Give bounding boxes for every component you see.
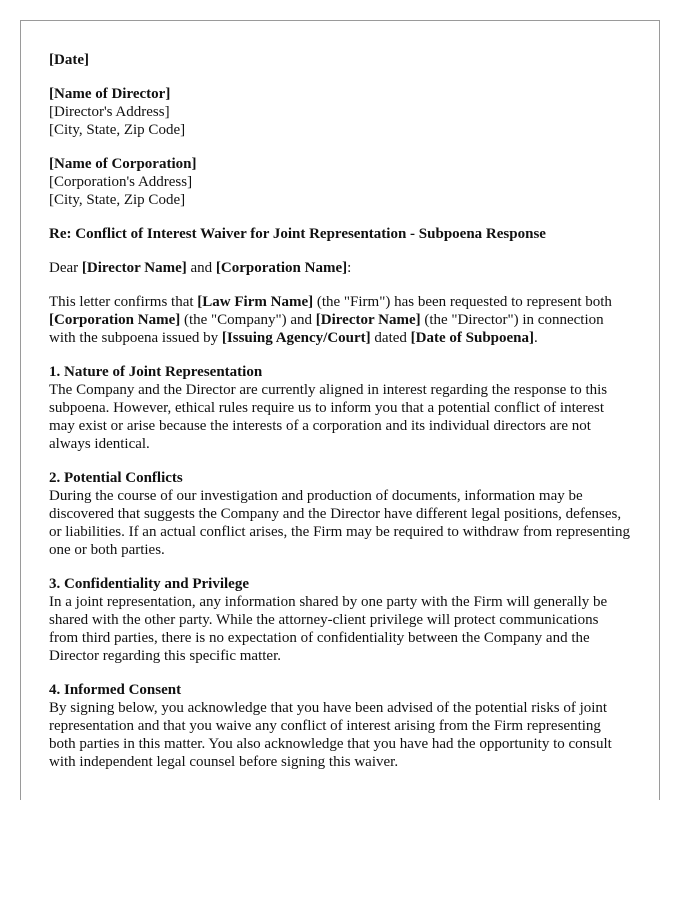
intro-agency: [Issuing Agency/Court]	[221, 330, 371, 346]
intro-text: dated	[370, 330, 411, 346]
section-body: The Company and the Director are currently aligned in interest regarding the response to this subpoena. However, ethical rules require us to inform you that a potential conflict of interest may exist or arise because the interests of a corporation and its individual directors are not always identical.	[49, 382, 608, 452]
corporation-name: [Name of Corporation]	[49, 156, 197, 172]
salutation-director: [Director Name]	[81, 260, 187, 276]
section-conflicts	[49, 469, 631, 559]
subject-line: Re: Conflict of Interest Waiver for Joint Representation - Subpoena Response	[49, 226, 546, 242]
letter-date: [Date]	[49, 52, 89, 68]
corporation-address: [Corporation's Address]	[49, 174, 193, 190]
intro-text: This letter confirms that	[49, 294, 198, 310]
section-title: 2. Potential Conflicts	[49, 470, 183, 486]
section-nature	[49, 363, 631, 453]
intro-text: .	[534, 330, 538, 346]
corporation-address-block	[49, 155, 631, 209]
intro-corporation: [Corporation Name]	[49, 312, 181, 328]
salutation-and: and	[186, 260, 216, 276]
intro-text: (the "Director") in connection with the subpoena issued by	[49, 312, 604, 346]
intro-paragraph	[49, 293, 631, 347]
section-body: In a joint representation, any information shared by one party with the Firm will generally be shared with the other party. While the attorney-client privilege will protect communications from third parties, there is no expectation of confidentiality between the Company and the Director regarding this specific matter.	[49, 594, 608, 664]
letter-page	[20, 20, 660, 800]
section-confidentiality	[49, 575, 631, 665]
intro-text: (the "Firm") has been requested to represent both	[313, 294, 612, 310]
intro-director: [Director Name]	[315, 312, 421, 328]
director-city: [City, State, Zip Code]	[49, 122, 186, 138]
section-body: During the course of our investigation and production of documents, information may be discovered that suggests the Company and the Director have different legal positions, defenses, or liabilities. If an actual conflict arises, the Firm may be required to withdraw from representing one or both parties.	[49, 488, 631, 558]
section-consent	[49, 681, 631, 771]
director-address-block	[49, 85, 631, 139]
intro-firm: [Law Firm Name]	[197, 294, 314, 310]
director-name: [Name of Director]	[49, 86, 171, 102]
section-title: 3. Confidentiality and Privilege	[49, 576, 249, 592]
section-body: By signing below, you acknowledge that you have been advised of the potential risks of joint representation and that you waive any conflict of interest arising from the Firm representing both parties in this matter. You also acknowledge that you have had the opportunity to consult with independent legal counsel before signing this waiver.	[49, 700, 612, 770]
salutation-corporation: [Corporation Name]	[215, 260, 348, 276]
intro-subpoena-date: [Date of Subpoena]	[410, 330, 534, 346]
section-title: 1. Nature of Joint Representation	[49, 364, 263, 380]
intro-text: (the "Company") and	[180, 312, 316, 328]
director-address: [Director's Address]	[49, 104, 170, 120]
salutation	[49, 259, 631, 277]
salutation-prefix: Dear	[49, 260, 82, 276]
salutation-suffix: :	[347, 260, 352, 276]
corporation-city: [City, State, Zip Code]	[49, 192, 186, 208]
section-title: 4. Informed Consent	[49, 682, 182, 698]
